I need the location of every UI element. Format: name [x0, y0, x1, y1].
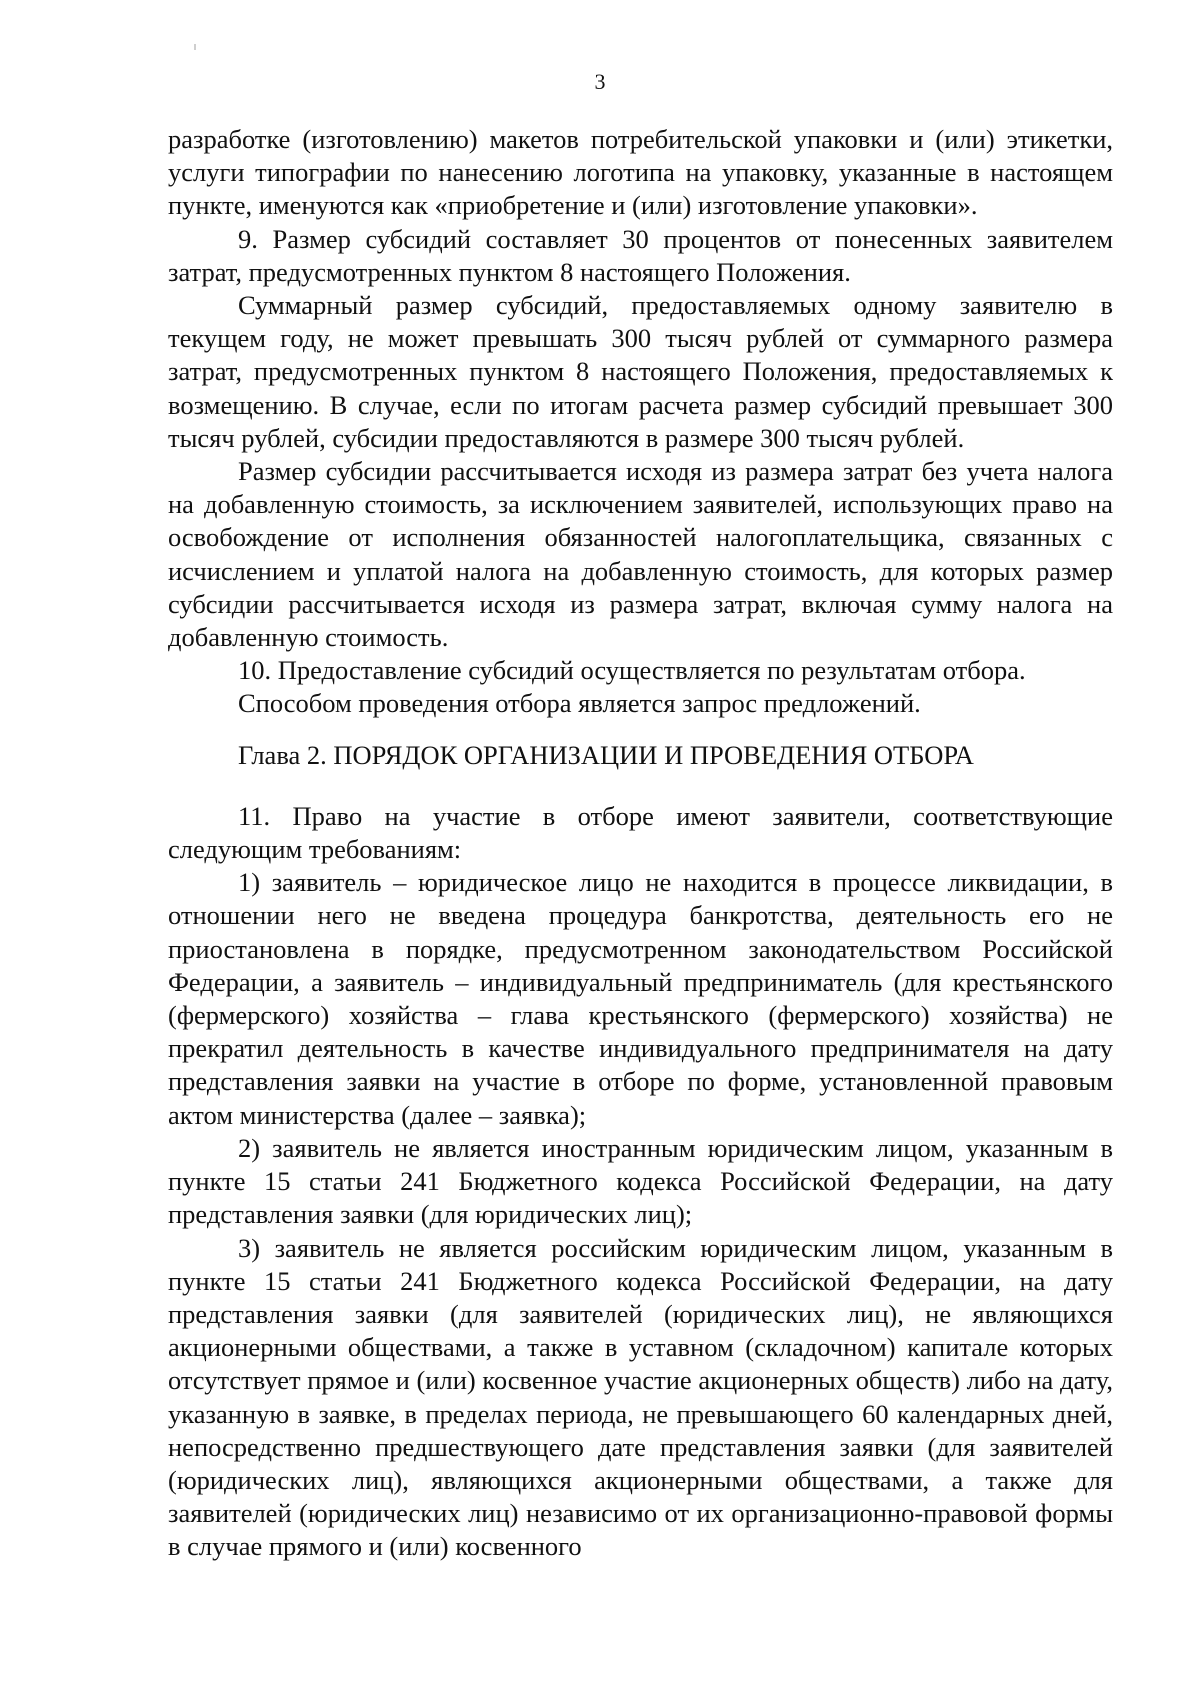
requirement-item-2: 2) заявитель не является иностранным юридическим лицом, указанным в пункте 15 статьи 241 Бюджетного кодекса Российской Федерации, на дату представления заявки (для юридических лиц);	[168, 1132, 1113, 1230]
paragraph-11: 11. Право на участие в отборе имеют заявители, соответствующие следующим требованиям:	[168, 800, 1113, 865]
chapter-heading: Глава 2. ПОРЯДОК ОРГАНИЗАЦИИ И ПРОВЕДЕНИЯ ОТБОРА	[238, 739, 974, 770]
paragraph-subsidy-calculation: Размер субсидии рассчитывается исходя из размера затрат без учета налога на добавленную стоимость, за исключением заявителей, использующих право на освобождение от исполнения обязанностей налогоплательщика, связанных с исчислением и уплатой налога на добавленную стоимость, для которых размер субсидии рассчитывается исходя из размера затрат, включая сумму налога на добавленную стоимость.	[168, 456, 1113, 653]
page-number: 3	[594, 69, 606, 94]
paragraph-continuation: разработке (изготовлению) макетов потребительской упаковки и (или) этикетки, услуги типографии по нанесению логотипа на упаковку, указанные в настоящем пункте, именуются как «приобретение и (или) изготовление упаковки».	[168, 124, 1113, 221]
document-body	[168, 123, 1113, 1564]
scan-artifact	[194, 44, 196, 50]
paragraph-total-subsidy: Суммарный размер субсидий, предоставляемых одному заявителю в текущем году, не может превышать 300 тысяч рублей от суммарного размера затрат, предусмотренных пунктом 8 настоящего Положения, предоставляемых к возмещению. В случае, если по итогам расчета размер субсидий превышает 300 тысяч рублей, субсидии предоставляются в размере 300 тысяч рублей.	[168, 290, 1113, 453]
paragraph-selection-method: Способом проведения отбора является запрос предложений.	[238, 688, 921, 719]
paragraph-10: 10. Предоставление субсидий осуществляется по результатам отбора.	[238, 655, 1026, 686]
requirement-item-1: 1) заявитель – юридическое лицо не находится в процессе ликвидации, в отношении него не введена процедура банкротства, деятельность его не приостановлена в порядке, предусмотренном законодательством Российской Федерации, а заявитель – индивидуальный предприниматель (для крестьянского (фермерского) хозяйства – глава крестьянского (фермерского) хозяйства) не прекратил деятельность в качестве индивидуального предпринимателя на дату представления заявки на участие в отборе по форме, установленной правовым актом министерства (далее – заявка);	[168, 867, 1113, 1130]
requirement-item-3: 3) заявитель не является российским юридическим лицом, указанным в пункте 15 статьи 241 Бюджетного кодекса Российской Федерации, на дату представления заявки (для заявителей (юридических лиц), не являющихся акционерными обществами, а также в уставном (складочном) капитале которых отсутствует прямое и (или) косвенное участие акционерных обществ) либо на дату, указанную в заявке, в пределах периода, не превышающего 60 календарных дней, непосредственно предшествующего дате представления заявки (для заявителей (юридических лиц), являющихся акционерными обществами, а также для заявителей (юридических лиц) независимо от их организационно-правовой формы в случае прямого и (или) косвенного	[168, 1232, 1113, 1562]
paragraph-9: 9. Размер субсидий составляет 30 процентов от понесенных заявителем затрат, предусмотренных пунктом 8 настоящего Положения.	[168, 223, 1113, 287]
